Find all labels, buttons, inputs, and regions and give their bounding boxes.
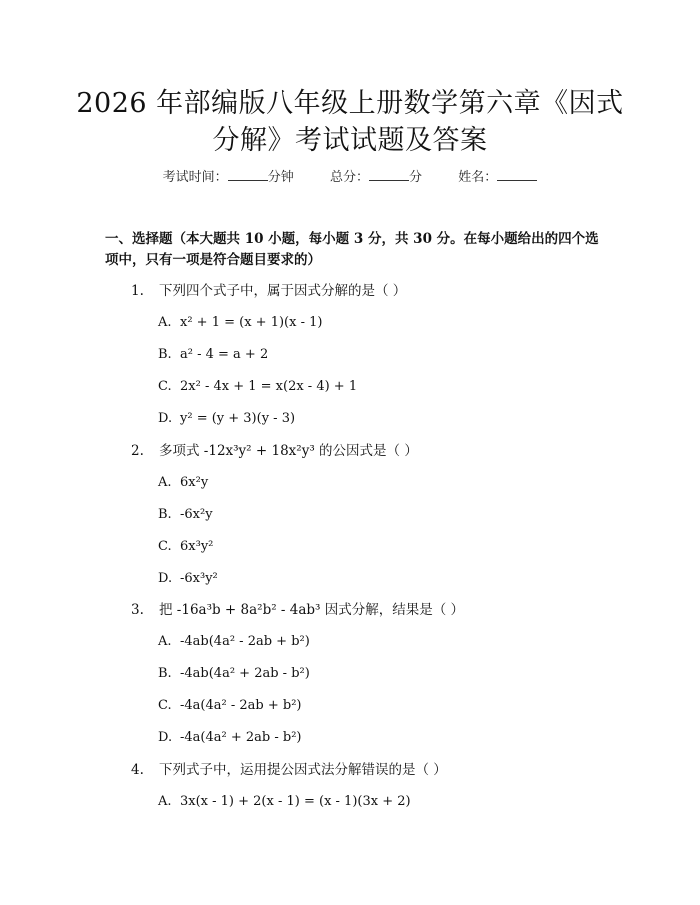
time-blank (228, 168, 268, 181)
option-label: B. (158, 347, 172, 362)
title-line-1: 2026 年部编版八年级上册数学第六章《因式 (76, 88, 624, 119)
option-text: -4ab(4a² + 2ab - b²) (180, 666, 310, 681)
option-text: a² - 4 = a + 2 (180, 347, 269, 362)
option-text: x² + 1 = (x + 1)(x - 1) (180, 315, 323, 330)
option-label: C. (158, 698, 172, 713)
option-3d (158, 729, 301, 747)
option-2b (158, 506, 213, 524)
question-number: 3. (131, 602, 144, 618)
name-blank (497, 168, 537, 181)
option-1b (158, 346, 268, 364)
option-text: -4ab(4a² - 2ab + b²) (180, 634, 310, 649)
option-text: 3x(x - 1) + 2(x - 1) = (x - 1)(3x + 2) (180, 794, 411, 809)
section-heading: 一、选择题（本大题共 10 小题，每小题 3 分，共 30 分。在每小题给出的四个选项中，只有一项是符合题目要求的） (105, 231, 599, 268)
option-label: B. (158, 666, 172, 681)
time-unit: 分钟 (267, 170, 294, 185)
option-text: y² = (y + 3)(y - 3) (180, 411, 296, 426)
option-4a (158, 793, 411, 811)
option-2d (158, 570, 218, 588)
question-text: 把 -16a³b + 8a²b² - 4ab³ 因式分解，结果是（ ） (159, 602, 465, 618)
option-1a (158, 314, 322, 332)
score-label: 总分： (329, 170, 369, 185)
option-text: -4a(4a² - 2ab + b²) (180, 698, 302, 713)
option-2c (158, 538, 213, 556)
option-label: C. (158, 539, 172, 554)
option-1d (158, 410, 295, 428)
option-text: 6x²y (180, 475, 209, 490)
option-label: D. (158, 571, 173, 586)
option-text: -6x²y (180, 507, 213, 522)
title-line-2: 分解》考试试题及答案 (212, 125, 488, 156)
name-label: 姓名： (458, 170, 498, 185)
option-label: D. (158, 730, 173, 745)
score-blank (369, 168, 409, 181)
question-number: 2. (131, 443, 144, 459)
option-text: -6x³y² (180, 571, 218, 586)
question-text: 下列式子中，运用提公因式法分解错误的是（ ） (159, 762, 447, 778)
option-label: A. (158, 475, 172, 490)
question-text: 多项式 -12x³y² + 18x²y³ 的公因式是（ ） (159, 443, 418, 459)
option-label: D. (158, 411, 173, 426)
option-1c (158, 378, 357, 396)
question-number: 1. (131, 283, 144, 299)
option-2a (158, 474, 208, 492)
option-text: 6x³y² (180, 539, 214, 554)
option-label: B. (158, 507, 172, 522)
score-unit: 分 (409, 170, 423, 185)
option-3c (158, 697, 301, 715)
option-label: C. (158, 379, 172, 394)
question-4 (131, 761, 447, 779)
time-label: 考试时间： (162, 170, 228, 185)
option-text: 2x² - 4x + 1 = x(2x - 4) + 1 (180, 379, 358, 394)
option-text: -4a(4a² + 2ab - b²) (180, 730, 302, 745)
exam-info-line (0, 168, 700, 187)
question-2 (131, 442, 418, 460)
option-3b (158, 665, 310, 683)
question-1 (131, 282, 406, 300)
option-label: A. (158, 794, 172, 809)
option-label: A. (158, 634, 172, 649)
option-label: A. (158, 315, 172, 330)
question-text: 下列四个式子中，属于因式分解的是（ ） (159, 283, 407, 299)
question-3 (131, 601, 464, 619)
question-number: 4. (131, 762, 144, 778)
option-3a (158, 633, 310, 651)
